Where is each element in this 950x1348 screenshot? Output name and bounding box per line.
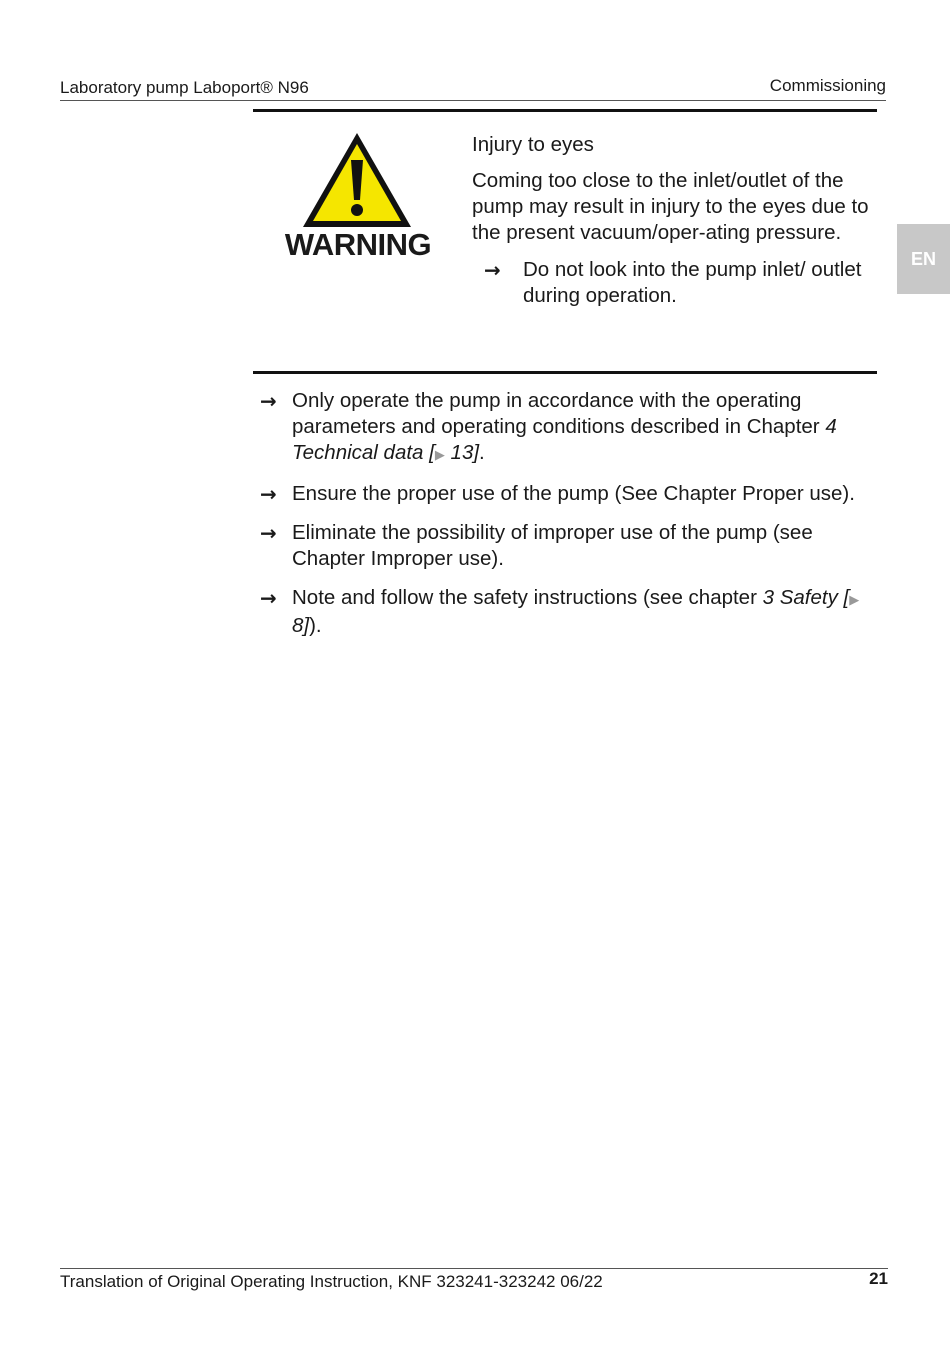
warning-top-divider	[253, 109, 877, 112]
warning-body: Coming too close to the inlet/outlet of the pump may result in injury to the eyes due to the present vacuum/oper-ating pressure.	[472, 169, 869, 244]
list-item	[260, 520, 882, 572]
arrow-right-icon: →	[260, 482, 277, 506]
page-number: 21	[869, 1269, 888, 1288]
list-item: → Only operate the pump in accordance with the operating parameters and operating conditions described in Chapter 4 Technical data [▶ 13].	[260, 389, 837, 464]
footer-text: Translation of Original Operating Instruction, KNF 323241-323242 06/22	[60, 1272, 603, 1291]
list-item: → Note and follow the safety instructions (see chapter 3 Safety [▶ 8]).	[260, 586, 860, 637]
header-title: Laboratory pump Laboport® N96	[60, 78, 309, 97]
warning-action	[472, 257, 872, 309]
warning-bottom-divider	[253, 371, 877, 374]
header-section: Commissioning	[769, 76, 886, 95]
warning-triangle-icon	[300, 130, 414, 230]
page-ref-icon: ▶	[849, 592, 860, 607]
footer-divider	[60, 1268, 888, 1269]
instruction-list	[260, 388, 882, 652]
warning-action-text: Do not look into the pump inlet/ outlet during operation.	[523, 258, 862, 307]
chapter-link-safety[interactable]: 3 Safety [▶ 8]	[292, 586, 860, 637]
warning-signal-word: WARNING	[284, 227, 432, 262]
header-divider	[60, 100, 886, 101]
arrow-right-icon: →	[260, 586, 277, 610]
arrow-right-icon: →	[260, 389, 277, 413]
step-text: Note and follow the safety instructions (see chapter	[292, 586, 763, 609]
warning-heading: Injury to eyes	[472, 133, 594, 156]
arrow-right-icon: →	[260, 521, 277, 545]
step-text: Only operate the pump in accordance with the operating parameters and operating conditions described in Chapter	[292, 389, 826, 438]
page-ref-icon: ▶	[434, 447, 445, 462]
warning-message	[472, 132, 872, 309]
step-text: Eliminate the possibility of improper use of the pump (see Chapter Improper use).	[292, 521, 813, 570]
chapter-link-technical-data[interactable]: 4 Technical data [▶ 13]	[292, 415, 837, 464]
language-tab[interactable]: EN	[897, 224, 950, 294]
arrow-right-icon: →	[484, 258, 501, 282]
list-item	[260, 481, 882, 507]
step-text: Ensure the proper use of the pump (See Chapter Proper use).	[292, 482, 855, 505]
